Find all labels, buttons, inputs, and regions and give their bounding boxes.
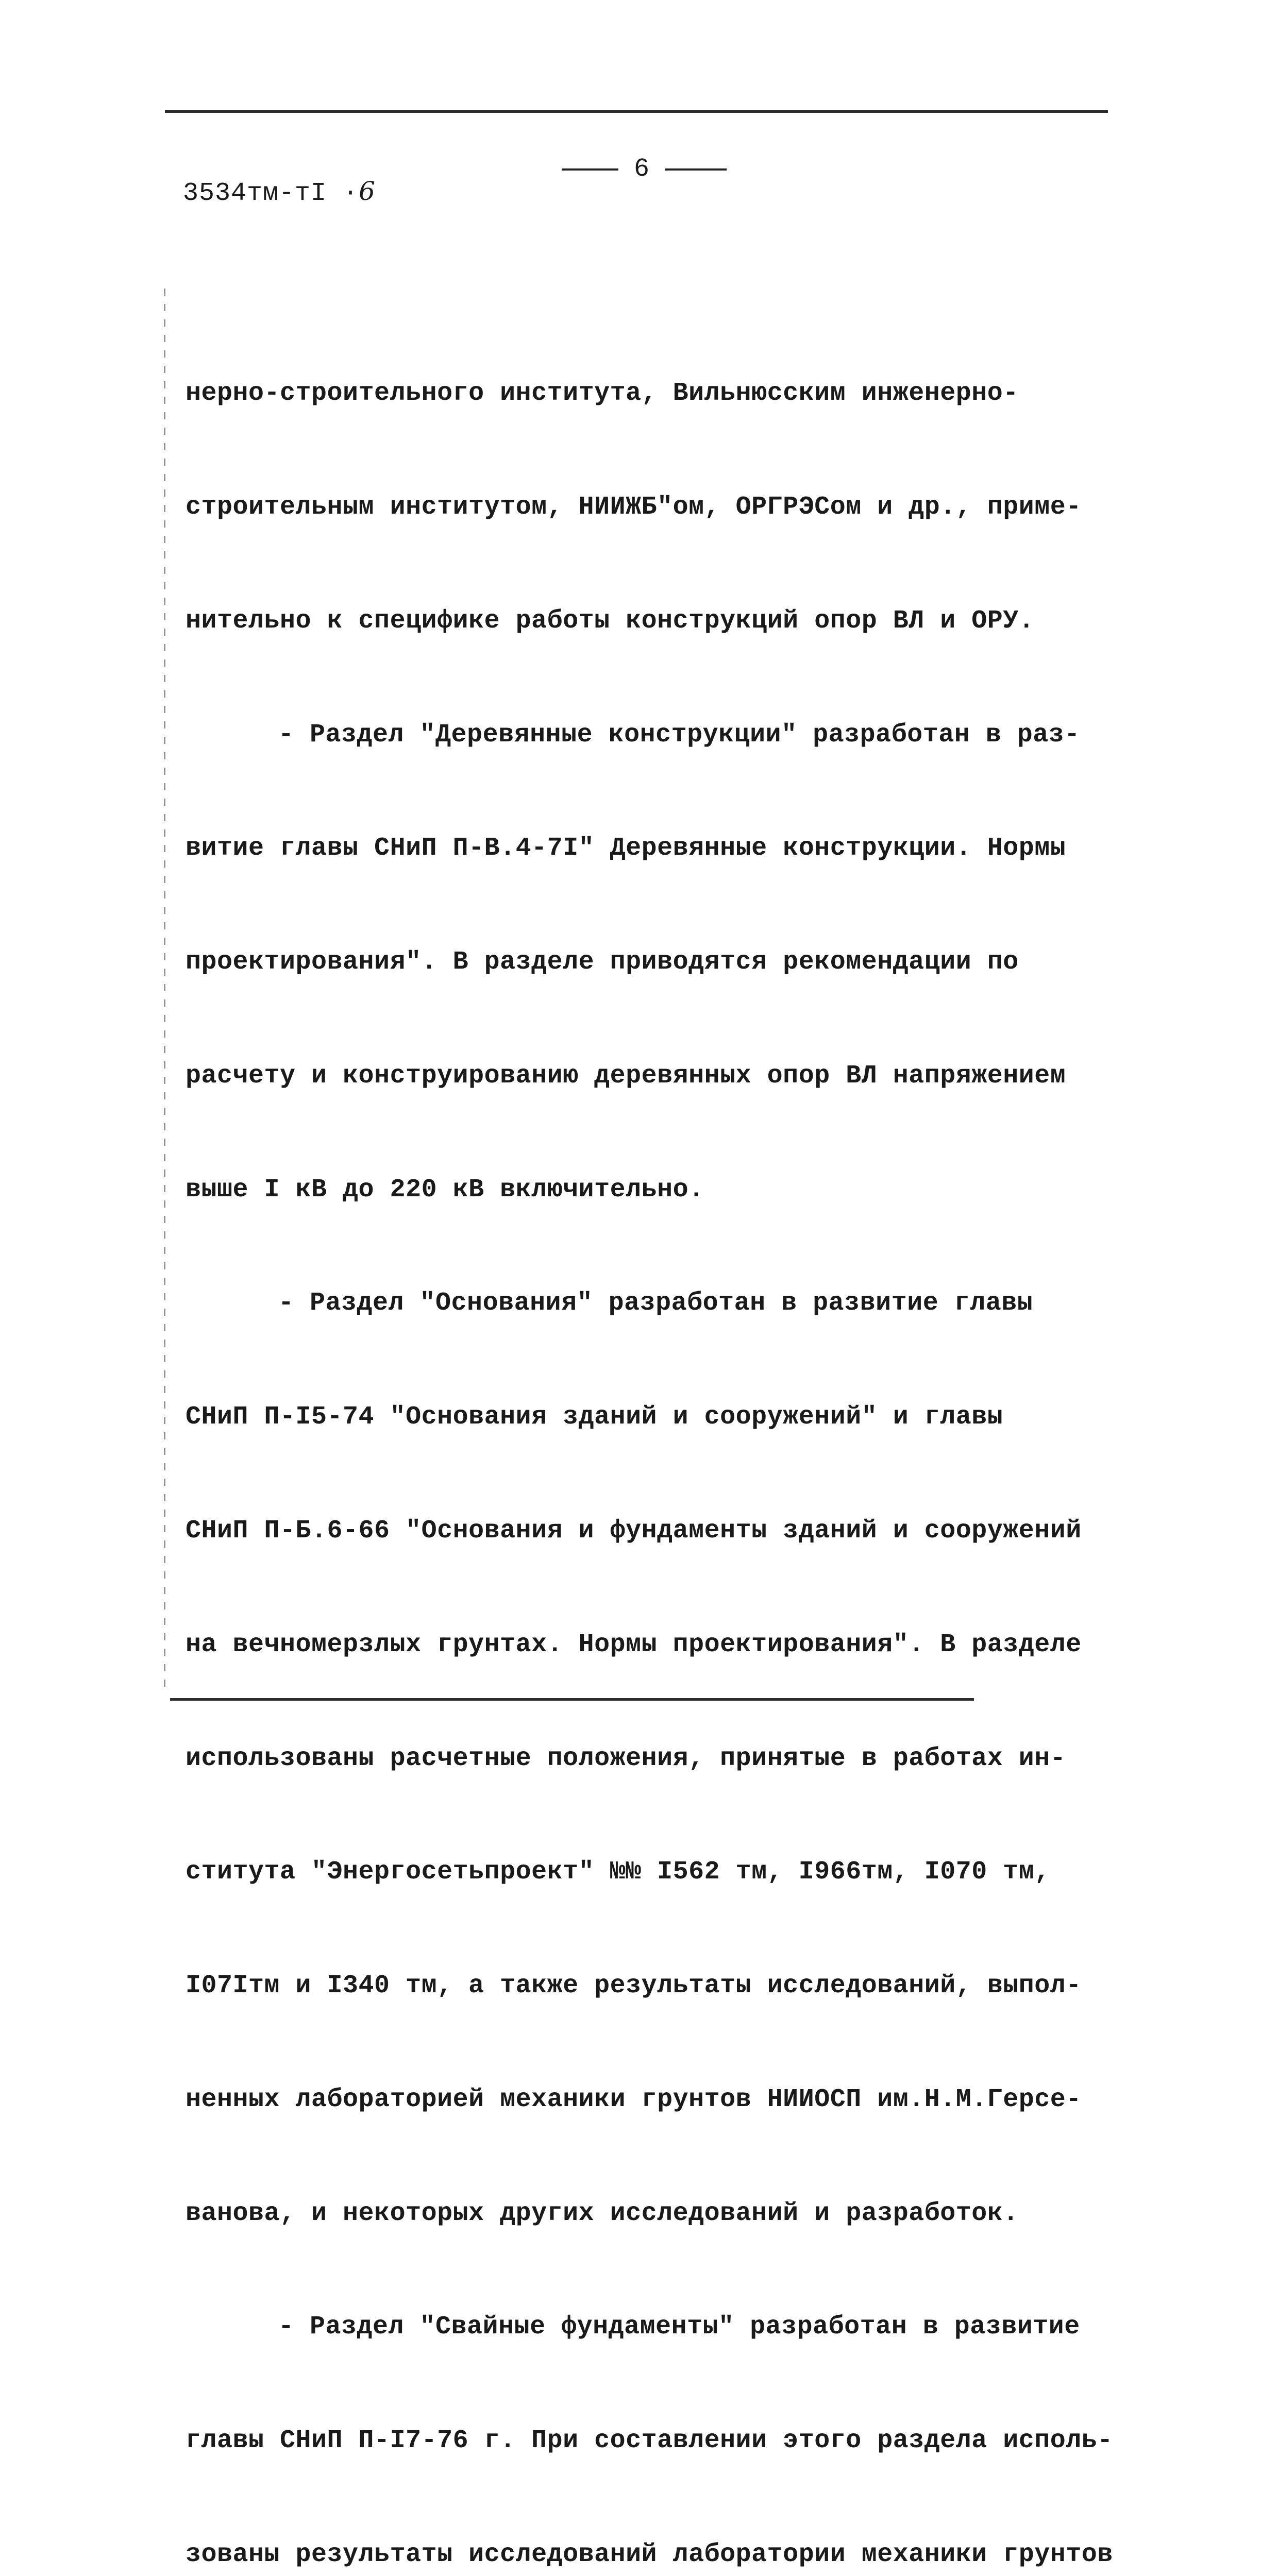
text-line: проектирования". В разделе приводятся рекомендации по — [186, 947, 1019, 977]
document-code — [183, 176, 376, 208]
top-rule — [165, 110, 1108, 113]
document-code-separator: · — [327, 179, 359, 208]
page-number-group — [562, 155, 727, 184]
paragraph-start-line: - Раздел "Свайные фундаменты" разработан в развитие — [278, 2312, 1080, 2342]
text-line: зованы результаты исследований лаборатории механики грунтов — [186, 2540, 1113, 2570]
text-line: нительно к специфике работы конструкций опор ВЛ и ОРУ. — [186, 606, 1035, 636]
page-number: 6 — [634, 155, 650, 184]
text-line: ванова, и некоторых других исследований и разработок. — [186, 2198, 1019, 2228]
text-line: ститута "Энергосетьпроект" №№ I562 тм, I966тм, I070 тм, — [186, 1857, 1050, 1887]
text-line: ненных лабораторией механики грунтов НИИОСП им.Н.М.Герсе- — [186, 2084, 1082, 2114]
text-line: на вечномерзлых грунтах. Нормы проектирования". В разделе — [186, 1630, 1082, 1659]
paragraph-start-line: - Раздел "Деревянные конструкции" разработан в раз- — [278, 720, 1080, 750]
text-line: витие главы СНиП П-В.4-7I" Деревянные конструкции. Нормы — [186, 834, 1066, 863]
page-number-left-dash — [562, 168, 618, 171]
text-line: СНиП П-Б.6-66 "Основания и фундаменты зданий и сооружений — [186, 1516, 1082, 1546]
text-line: СНиП П-I5-74 "Основания зданий и сооружений" и главы — [186, 1402, 1003, 1432]
body-text — [186, 299, 1113, 2576]
paragraph-start-line: - Раздел "Основания" разработан в развитие главы — [278, 1289, 1033, 1318]
text-line: использованы расчетные положения, принятые в работах ин- — [186, 1743, 1066, 1773]
document-code-handwritten: 6 — [359, 176, 376, 206]
text-line: расчету и конструированию деревянных опор ВЛ напряжением — [186, 1061, 1066, 1091]
text-line: выше I кВ до 220 кВ включительно. — [186, 1175, 704, 1205]
text-line: главы СНиП П-I7-76 г. При составлении этого раздела исполь- — [186, 2426, 1113, 2456]
page-number-right-dash — [665, 168, 727, 171]
document-code-text: 3534тм-тI — [183, 179, 327, 208]
left-margin-mark — [164, 289, 165, 1690]
text-line: строительным институтом, НИИЖБ"ом, ОРГРЭСом и др., приме- — [186, 492, 1082, 522]
bottom-rule — [170, 1698, 974, 1701]
text-line: I07Iтм и I340 тм, а также результаты исследований, выпол- — [186, 1971, 1082, 2001]
text-line: нерно-строительного института, Вильнюсским инженерно- — [186, 379, 1019, 409]
